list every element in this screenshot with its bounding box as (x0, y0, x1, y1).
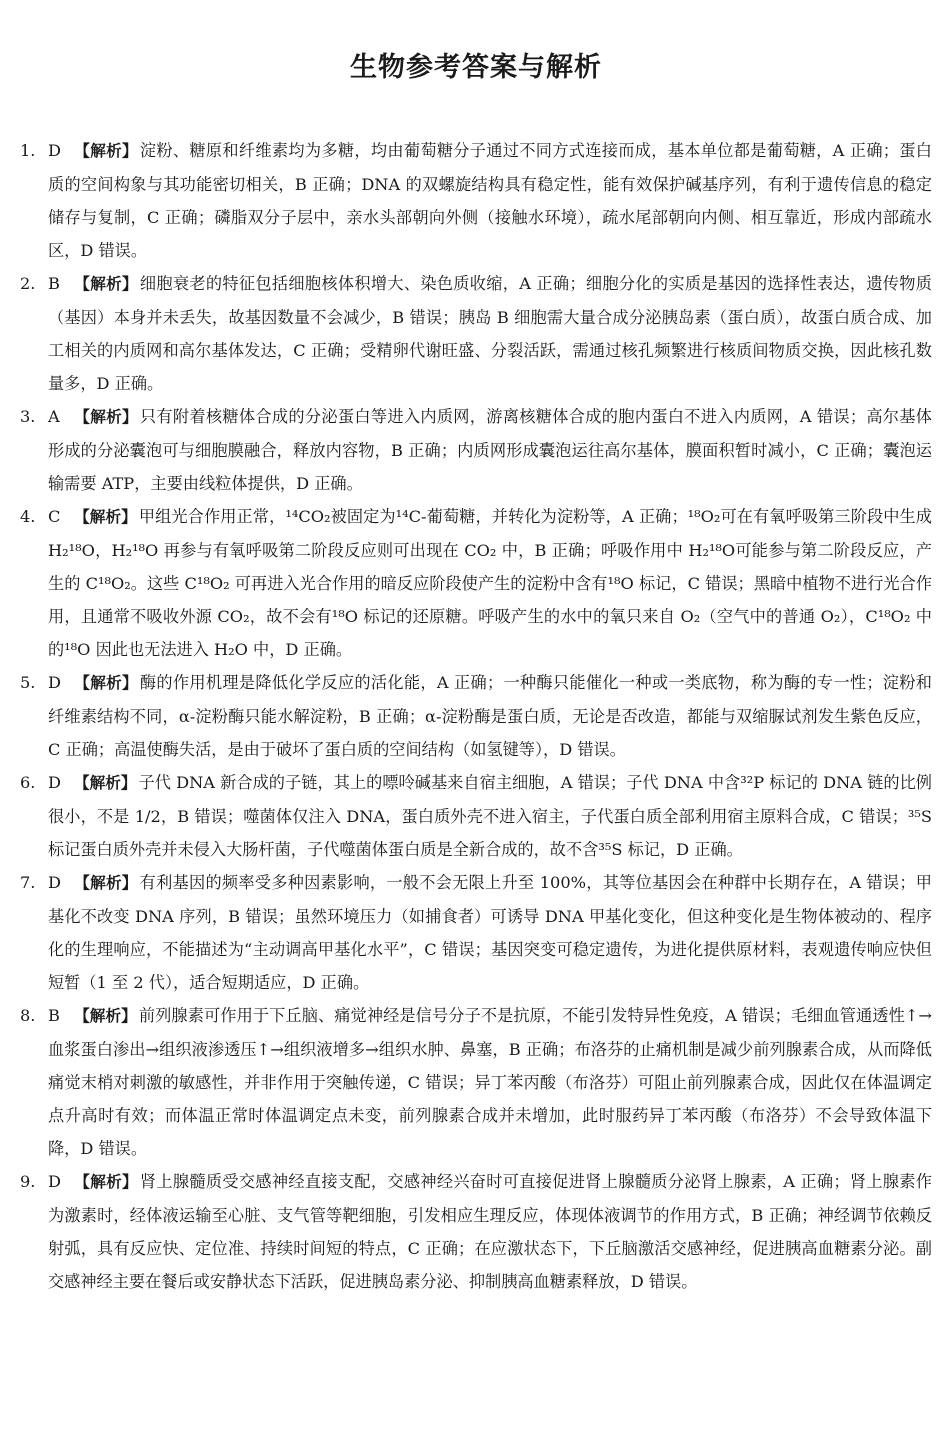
question-number: 3. (20, 407, 36, 426)
analysis-tag: 【解析】 (74, 674, 138, 692)
analysis-text: 子代 DNA 新合成的子链，其上的嘌呤碱基来自宿主细胞，A 错误；子代 DNA 中含³²P 标记的 DNA 链的比例很小，不是 1/2，B 错误；噬菌体仅注入 DNA，蛋白质外壳不进入宿主，子代蛋白质全部利用宿主原料合成，C 错误；³⁵S 标记蛋白质外壳并未侵入大肠杆菌，子代噬菌体蛋白质是全新合成的，故不含³⁵S 标记，D 正确。 (48, 773, 932, 859)
answer-list (20, 134, 932, 1298)
answer-item-9 (20, 1165, 932, 1298)
answer-letter: B (48, 1006, 60, 1025)
page-title: 生物参考答案与解析 (350, 52, 602, 83)
answer-item-8 (20, 999, 932, 1165)
answer-letter: D (48, 873, 61, 892)
question-number: 7. (20, 873, 36, 892)
analysis-text: 淀粉、糖原和纤维素均为多糖，均由葡萄糖分子通过不同方式连接而成，基本单位都是葡萄糖，A 正确；蛋白质的空间构象与其功能密切相关，B 正确；DNA 的双螺旋结构具有稳定性，能有效保护碱基序列，有利于遗传信息的稳定储存与复制，C 正确；磷脂双分子层中，亲水头部朝向外侧（接触水环境），疏水尾部朝向内侧、相互靠近，形成内部疏水区，D 错误。 (48, 141, 932, 260)
analysis-tag: 【解析】 (74, 508, 137, 526)
analysis-tag: 【解析】 (74, 1173, 138, 1191)
analysis-tag: 【解析】 (74, 874, 138, 892)
analysis-tag: 【解析】 (74, 774, 137, 792)
analysis-text: 细胞衰老的特征包括细胞核体积增大、染色质收缩，A 正确；细胞分化的实质是基因的选择性表达，遗传物质（基因）本身并未丢失，故基因数量不会减少，B 错误；胰岛 B 细胞需大量合成分泌胰岛素（蛋白质），故蛋白质合成、加工相关的内质网和高尔基体发达，C 正确；受精卵代谢旺盛、分裂活跃，需通过核孔频繁进行核质间物质交换，因此核孔数量多，D 正确。 (48, 274, 932, 393)
question-number: 8. (20, 1006, 36, 1025)
answer-letter: D (48, 773, 61, 792)
analysis-tag: 【解析】 (74, 1007, 137, 1025)
answer-letter: D (48, 1172, 61, 1191)
answer-letter: D (48, 141, 61, 160)
analysis-text: 甲组光合作用正常，¹⁴CO₂被固定为¹⁴C-葡萄糖，并转化为淀粉等，A 正确；¹⁸O₂可在有氧呼吸第三阶段中生成 H₂¹⁸O，H₂¹⁸O 再参与有氧呼吸第二阶段反应则可出现在 CO₂ 中，B 正确；呼吸作用中 H₂¹⁸O可能参与第二阶段反应，产生的 C¹⁸O₂。这些 C¹⁸O₂ 可再进入光合作用的暗反应阶段使产生的淀粉中含有¹⁸O 标记，C 错误；黑暗中植物不进行光合作用，且通常不吸收外源 CO₂，故不会有¹⁸O 标记的还原糖。呼吸产生的水中的氧只来自 O₂（空气中的普通 O₂），C¹⁸O₂ 中的¹⁸O 因此也无法进入 H₂O 中，D 正确。 (48, 507, 932, 659)
question-number: 1. (20, 141, 36, 160)
answer-item-3 (20, 400, 932, 500)
analysis-text: 肾上腺髓质受交感神经直接支配，交感神经兴奋时可直接促进肾上腺髓质分泌肾上腺素，A 正确；肾上腺素作为激素时，经体液运输至心脏、支气管等靶细胞，引发相应生理反应，体现体液调节的作用方式，B 正确；神经调节依赖反射弧，具有反应快、定位准、持续时间短的特点，C 正确；在应激状态下，下丘脑激活交感神经，促进胰高血糖素分泌。副交感神经主要在餐后或安静状态下活跃，促进胰岛素分泌、抑制胰高血糖素释放，D 错误。 (48, 1172, 932, 1291)
question-number: 5. (20, 673, 36, 692)
question-number: 9. (20, 1172, 36, 1191)
question-number: 6. (20, 773, 36, 792)
answer-item-2 (20, 267, 932, 400)
answer-item-6 (20, 766, 932, 866)
analysis-text: 前列腺素可作用于下丘脑、痛觉神经是信号分子不是抗原，不能引发特异性免疫，A 错误；毛细血管通透性↑→血浆蛋白渗出→组织液渗透压↑→组织液增多→组织水肿、鼻塞，B 正确；布洛芬的止痛机制是减少前列腺素合成，从而降低痛觉末梢对刺激的敏感性，并非作用于突触传递，C 错误；异丁苯丙酸（布洛芬）可阻止前列腺素合成，因此仅在体温调定点升高时有效；而体温正常时体温调定点未变，前列腺素合成并未增加，此时服药异丁苯丙酸（布洛芬）不会导致体温下降，D 错误。 (48, 1006, 932, 1158)
answer-item-5 (20, 666, 932, 766)
answer-item-4 (20, 500, 932, 666)
analysis-tag: 【解析】 (74, 275, 138, 293)
question-number: 2. (20, 274, 36, 293)
answer-item-1 (20, 134, 932, 267)
answer-item-7 (20, 866, 932, 999)
analysis-text: 有利基因的频率受多种因素影响，一般不会无限上升至 100%，其等位基因会在种群中长期存在，A 错误；甲基化不改变 DNA 序列，B 错误；虽然环境压力（如捕食者）可诱导 DNA 甲基化变化，但这种变化是生物体被动的、程序化的生理响应，不能描述为“主动调高甲基化水平”，C 错误；基因突变可稳定遗传，为进化提供原材料，表观遗传响应快但短暂（1 至 2 代），适合短期适应，D 正确。 (48, 873, 932, 992)
answer-letter: C (48, 507, 61, 526)
analysis-tag: 【解析】 (74, 408, 138, 426)
analysis-text: 酶的作用机理是降低化学反应的活化能，A 正确；一种酶只能催化一种或一类底物，称为酶的专一性；淀粉和纤维素结构不同，α-淀粉酶只能水解淀粉，B 正确；α-淀粉酶是蛋白质，无论是否改造，都能与双缩脲试剂发生紫色反应，C 正确；高温使酶失活，是由于破坏了蛋白质的空间结构（如氢键等），D 错误。 (48, 673, 932, 759)
analysis-tag: 【解析】 (74, 142, 138, 160)
question-number: 4. (20, 507, 36, 526)
answer-letter: B (48, 274, 60, 293)
analysis-text: 只有附着核糖体合成的分泌蛋白等进入内质网，游离核糖体合成的胞内蛋白不进入内质网，A 错误；高尔基体形成的分泌囊泡可与细胞膜融合，释放内容物，B 正确；内质网形成囊泡运往高尔基体，膜面积暂时减小，C 正确；囊泡运输需要 ATP，主要由线粒体提供，D 正确。 (48, 407, 932, 493)
answer-letter: D (48, 673, 61, 692)
answer-letter: A (48, 407, 60, 426)
